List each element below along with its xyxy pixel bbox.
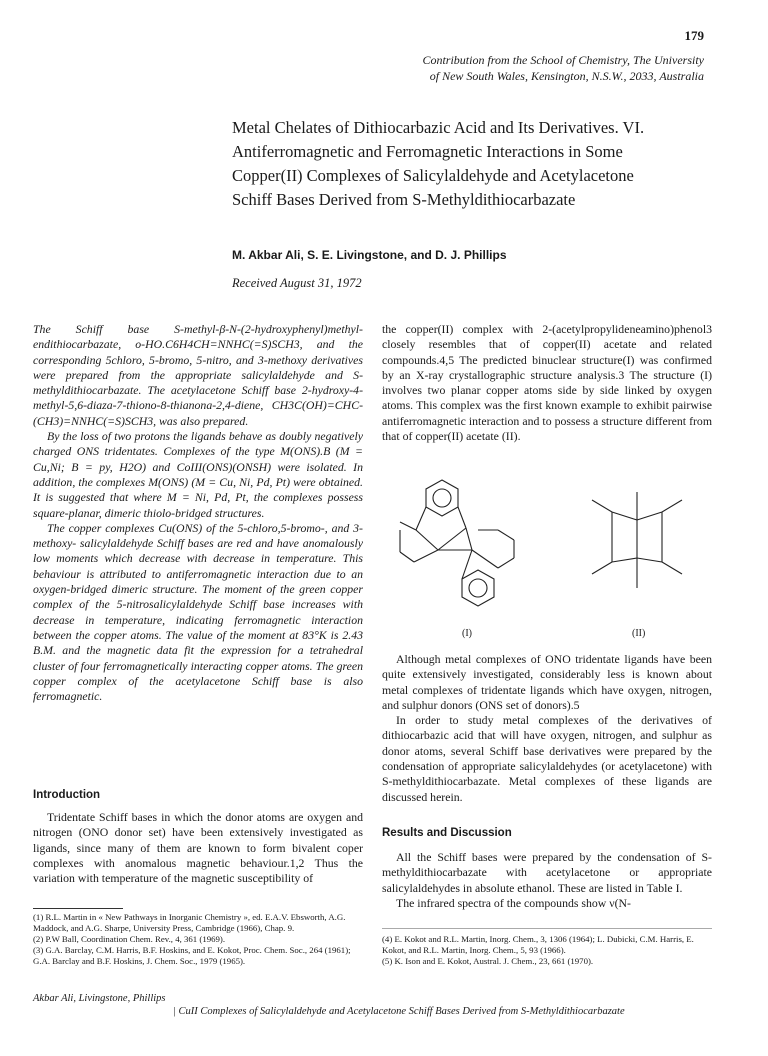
abstract-paragraph: By the loss of two protons the ligands behave as doubly negatively charged ONS tridentates. Complexes of the type M(ONS).B (M = Cu,Ni; B = py, H2O) and CoIII(ONS)(ONSH) were isolated. In addition, the complexes M(ONS) (M = Cu, Ni, Pd, Pt) were obtained. It is suggested that where M = Ni, Pd, Pt, the complexes possess square-planar, dimeric thiolo-bridged structures. xyxy=(33,429,363,520)
intro-continuation-paragraph: the copper(II) complex with 2-(acetylpropylideneamino)phenol3 closely resembles that of copper(II) acetate and related compounds.4,5 The predicted binuclear structure(I) was confirmed by an X-ray crystallographic structure analysis.3 The structure (I) involves two planar copper atoms side by side linked by oxygen atoms. This complex was the first known example to exhibit pairwise antiferromagnetic interaction and to possess a structure different from that of copper(II) acetate (II). xyxy=(382,322,712,444)
contribution-line: Contribution from the School of Chemistry, The University xyxy=(422,53,704,67)
results-paragraph: The infrared spectra of the compounds show ν(N- xyxy=(396,895,631,910)
reference-item: (3) G.A. Barclay, C.M. Harris, B.F. Hoskins, and E. Kokot, Proc. Chem. Soc., 264 (1961); G.A. Barclay and B.F. Hoskins, J. Chem. Soc., 1979 (1965). xyxy=(33,945,351,966)
footnote-rule xyxy=(382,928,712,929)
body-paragraph: Although metal complexes of ONO tridentate ligands have been quite extensively investigated, considerably less is known about metal complexes of tridentate ligands which have oxygen, nitrogen, and sulphur donors (ONS set of donors).5 xyxy=(382,652,712,712)
title-line: Metal Chelates of Dithiocarbazic Acid and Its Derivatives. VI. xyxy=(232,118,645,137)
reference-item: (4) E. Kokot and R.L. Martin, Inorg. Chem., 3, 1306 (1964); L. Dubicki, C.M. Harris, E. Kokot, and R.L. Martin, Inorg. Chem., 5, 93 (1966). xyxy=(382,934,694,955)
authors: M. Akbar Ali, S. E. Livingstone, and D. J. Phillips xyxy=(232,248,507,262)
reference-item: (2) P.W Ball, Coordination Chem. Rev., 4, 361 (1969). xyxy=(33,934,226,944)
section-heading-results: Results and Discussion xyxy=(382,827,512,839)
contribution-note xyxy=(324,52,704,84)
contribution-line: of New South Wales, Kensington, N.S.W., 2033, Australia xyxy=(429,69,704,83)
footer-title: | CuII Complexes of Salicylaldehyde and Acetylacetone Schiff Bases Derived from S-Methyldithiocarbazate xyxy=(173,1006,625,1017)
abstract xyxy=(33,322,363,704)
title-line: Copper(II) Complexes of Salicylaldehyde and Acetylacetone xyxy=(232,166,634,185)
title-line: Antiferromagnetic and Ferromagnetic Interactions in Some xyxy=(232,142,623,161)
right-body-text xyxy=(382,652,712,805)
structure-II-diagram xyxy=(592,492,682,588)
structure-label-I: (I) xyxy=(462,628,472,639)
introduction-text xyxy=(33,810,363,886)
right-intro-text xyxy=(382,322,712,444)
references-right xyxy=(382,934,712,967)
abstract-paragraph: The copper complexes Cu(ONS) of the 5-chloro,5-bromo-, and 3-methoxy- salicylaldehyde Schiff bases are red and have anomalously low moments which decrease with decrease in temperature. This behaviour is attributed to antiferromagnetic interaction due to an oxygen-bridged dimeric structure. The moment of the green copper complex of the 5-nitrosalicylaldehyde Schiff base increases with decrease in temperature, indicating ferromagnetic interaction between the copper atoms. The value of the moment at 83°K is 2.43 B.M. and the magnetic data fit the expression for a tetrahedral cluster of four ferromagnetically interacting copper atoms. The green copper complex of the acetylacetone Schiff base is also ferromagnetic. xyxy=(33,520,363,704)
abstract-paragraph: The Schiff base S-methyl-β-N-(2-hydroxyphenyl)methyl-endithiocarbazate, o-HO.C6H4CH=NNHC(=S)SCH3, and the corresponding 5chloro, 5-bromo, 5-nitro, and 3-methoxy derivatives were prepared from the appropriate salicylaldehyde and S-methyldithiocarbazate. The acetylacetone Schiff base 2-hydroxy-4-methyl-5,6-diaza-7-thiono-8-thianona-2,4-diene, CH3C(OH)=CHC-(CH3)=NNHC(=S)SCH3, was also prepared. xyxy=(33,322,363,428)
references-left xyxy=(33,912,363,967)
introduction-paragraph: Tridentate Schiff bases in which the donor atoms are oxygen and nitrogen (ONO donor set) have been extensively investigated as ligands, since many of them are known to form bivalent coper complexes with anomalous magnetic behaviour.1,2 Thus the variation with temperature of the magnetic susceptibility of xyxy=(33,810,363,886)
structure-label-II: (II) xyxy=(632,628,646,639)
section-heading-introduction: Introduction xyxy=(33,789,101,801)
page-number: 179 xyxy=(684,28,704,43)
reference-item: (5) K. Ison and E. Kokot, Austral. J. Chem., 23, 661 (1970). xyxy=(382,956,594,966)
results-text xyxy=(382,850,712,911)
structure-I-diagram xyxy=(400,480,514,606)
running-footer xyxy=(33,992,625,1018)
paper-title xyxy=(232,116,712,212)
footnote-rule xyxy=(33,908,123,909)
title-line: Schiff Bases Derived from S-Methyldithiocarbazate xyxy=(232,190,576,209)
results-paragraph: All the Schiff bases were prepared by the condensation of S-methyldithiocarbazate with acetylacetone or appropriate salicylaldehydes in absolute ethanol. These are listed in Table I. xyxy=(382,850,712,895)
reference-item: (1) R.L. Martin in « New Pathways in Inorganic Chemistry », ed. E.A.V. Ebsworth, A.G. Maddock, and A.G. Sharpe, University Press, Cambridge (1966), Chap. 9. xyxy=(33,912,346,933)
received-date: Received August 31, 1972 xyxy=(232,276,362,290)
chemical-structures xyxy=(382,470,712,640)
footer-authors: Akbar Ali, Livingstone, Phillips xyxy=(33,993,166,1004)
body-paragraph: In order to study metal complexes of the derivatives of dithiocarbazic acid that will have oxygen, nitrogen, and sulphur as donor atoms, several Schiff base derivatives were prepared by the condensation of appropriate salicylaldehydes (or acetylacetone) with S-methyldithiocarbazate. Metal complexes of these ligands are discussed herein. xyxy=(382,713,712,804)
